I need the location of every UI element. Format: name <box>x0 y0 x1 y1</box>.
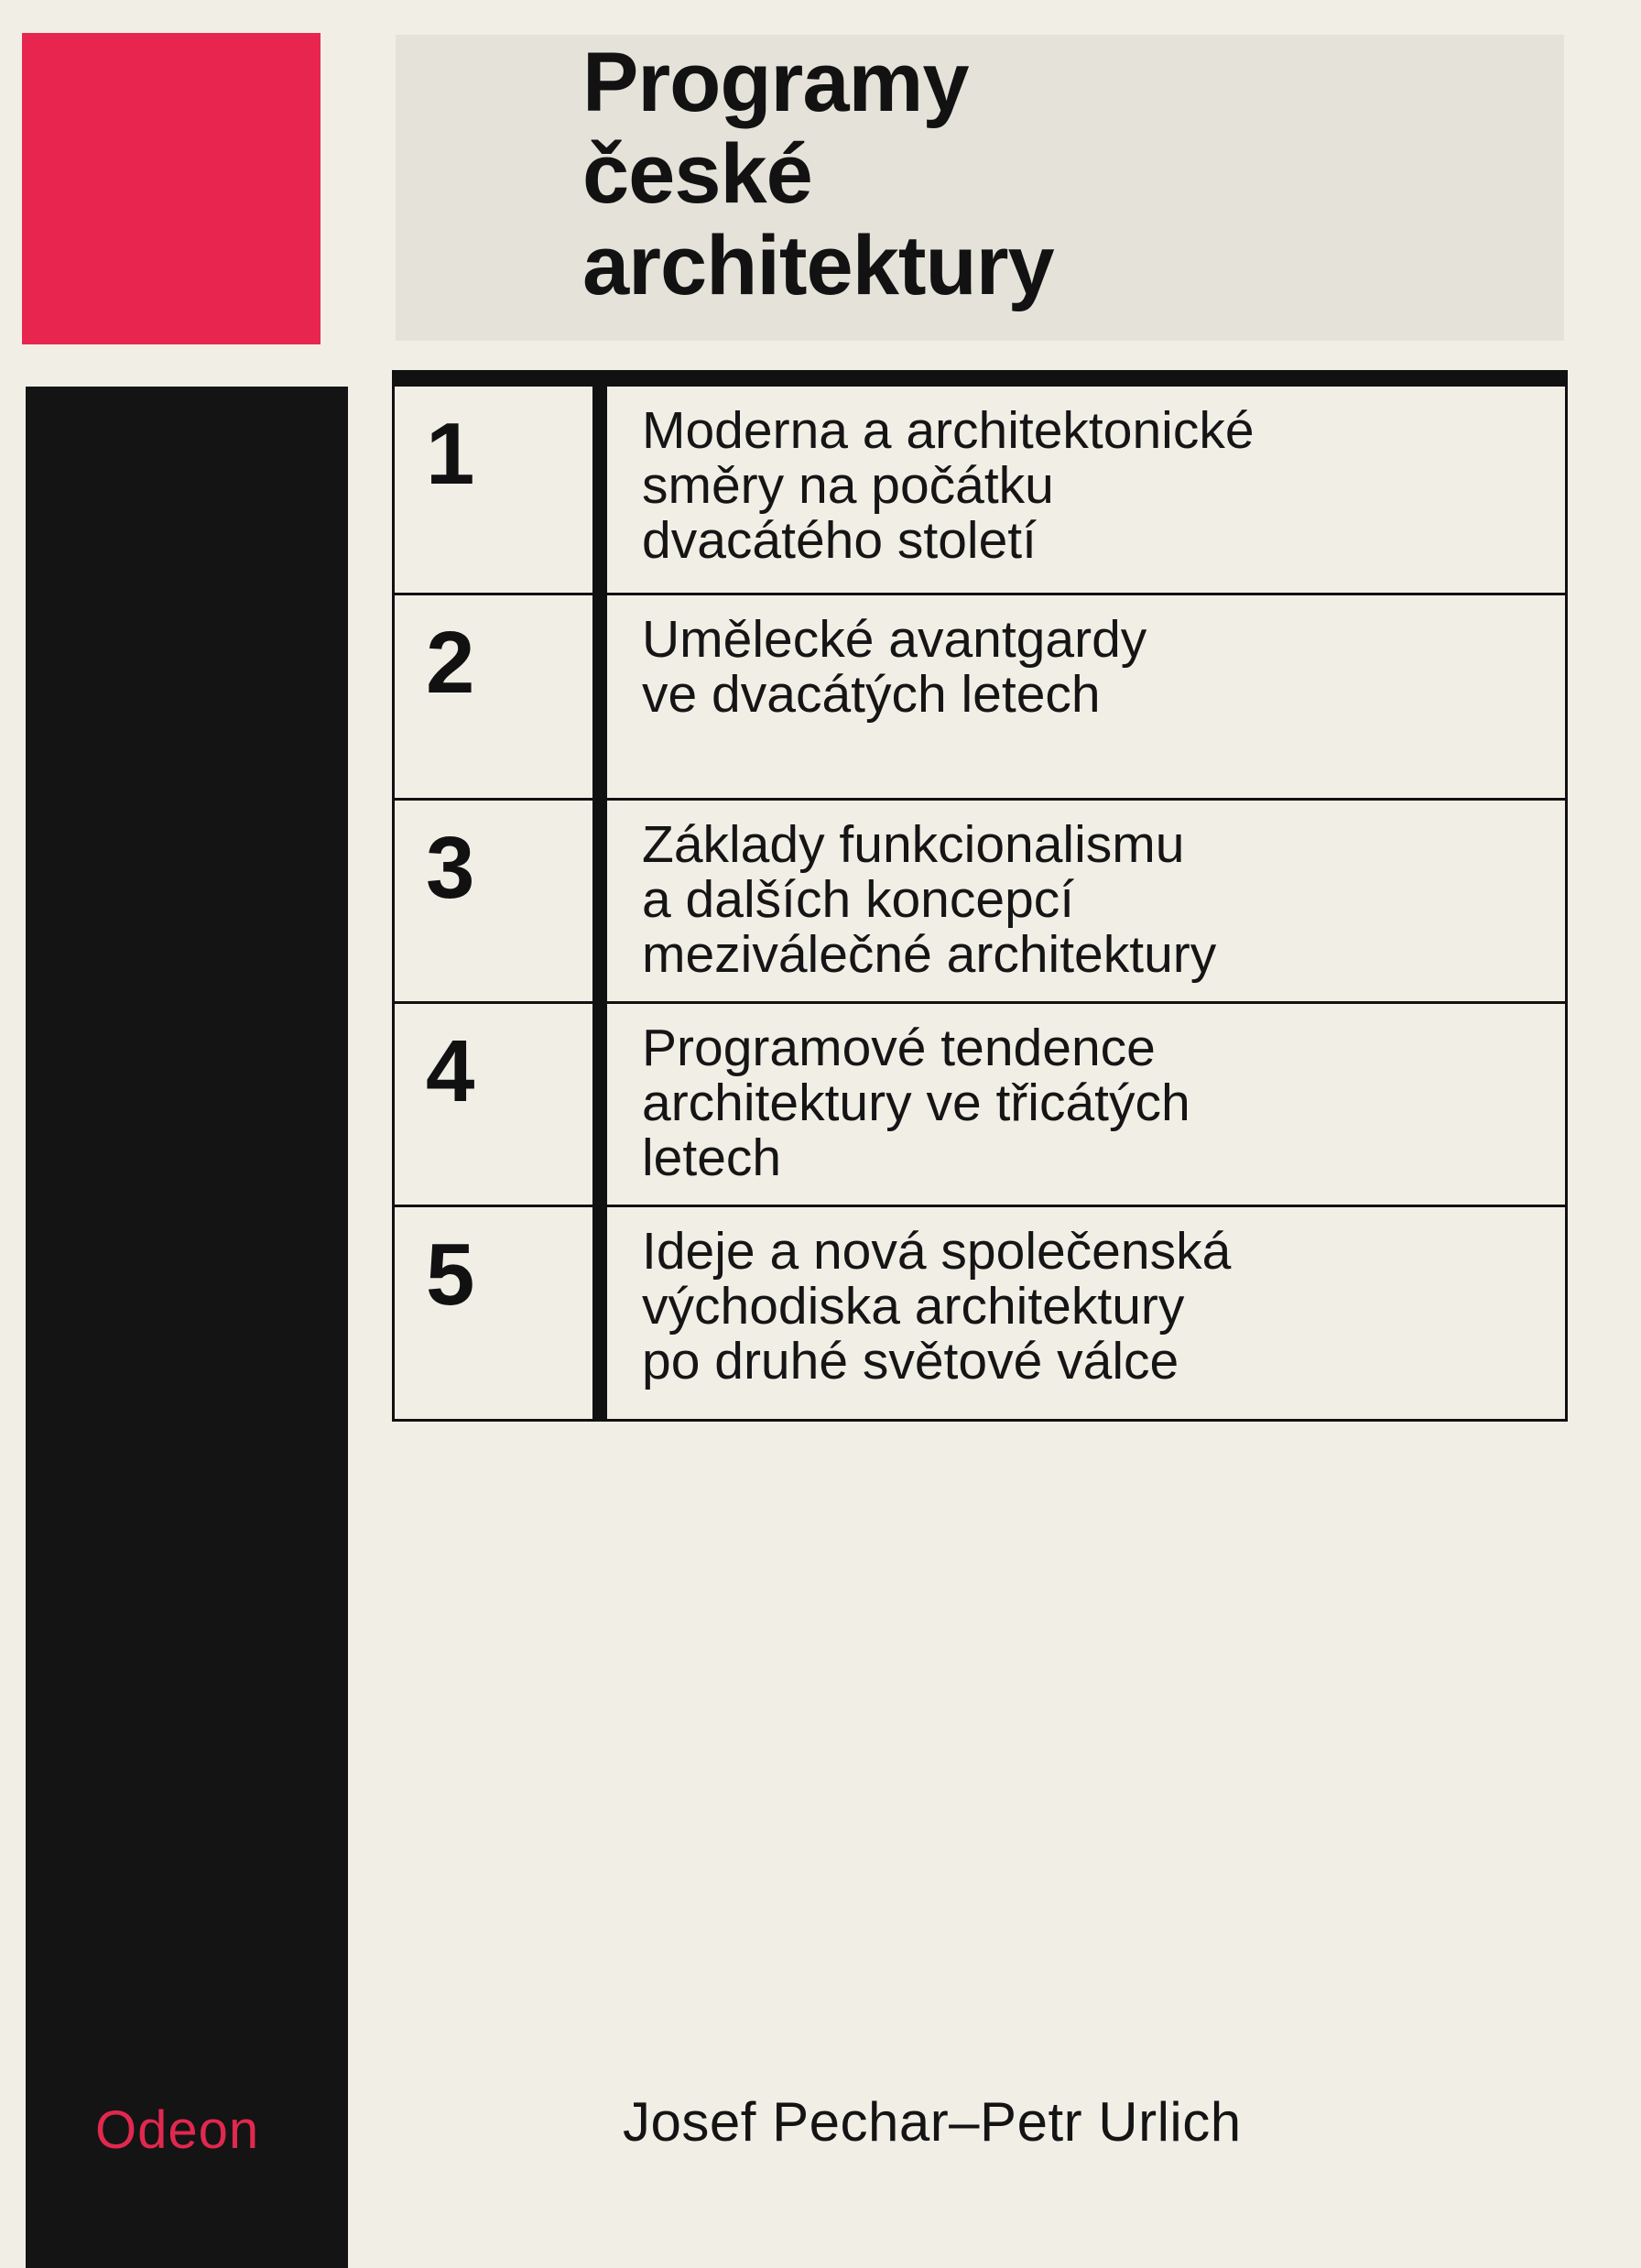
title-line-3: architektury <box>582 219 1054 312</box>
title-line-2: české <box>582 127 812 221</box>
contents-row-4 <box>395 1004 1565 1207</box>
contents-number: 5 <box>426 1226 475 1324</box>
contents-row-3 <box>395 801 1565 1004</box>
book-title <box>582 37 1054 311</box>
contents-table <box>392 370 1568 1422</box>
contents-number: 4 <box>426 1022 475 1120</box>
contents-row-2 <box>395 595 1565 801</box>
contents-number: 2 <box>426 614 475 712</box>
contents-number: 1 <box>426 405 475 503</box>
contents-number: 3 <box>426 819 475 917</box>
red-accent-block <box>22 33 321 344</box>
contents-text: Ideje a nová společenská východiska architektury po druhé světové válce <box>642 1222 1232 1390</box>
title-line-1: Programy <box>582 36 969 129</box>
contents-text: Moderna a architektonické směry na počátku dvacátého století <box>642 401 1255 570</box>
contents-row-1 <box>395 387 1565 595</box>
contents-text: Umělecké avantgardy ve dvacátých letech <box>642 610 1147 724</box>
black-side-band <box>26 387 348 2268</box>
contents-row-5 <box>395 1207 1565 1419</box>
authors: Josef Pechar–Petr Urlich <box>623 2091 1242 2153</box>
contents-text: Programové tendence architektury ve třicátých letech <box>642 1019 1190 1187</box>
publisher-logo: Odeon <box>95 2100 260 2160</box>
contents-text: Základy funkcionalismu a dalších koncepcí meziválečné architektury <box>642 815 1217 984</box>
